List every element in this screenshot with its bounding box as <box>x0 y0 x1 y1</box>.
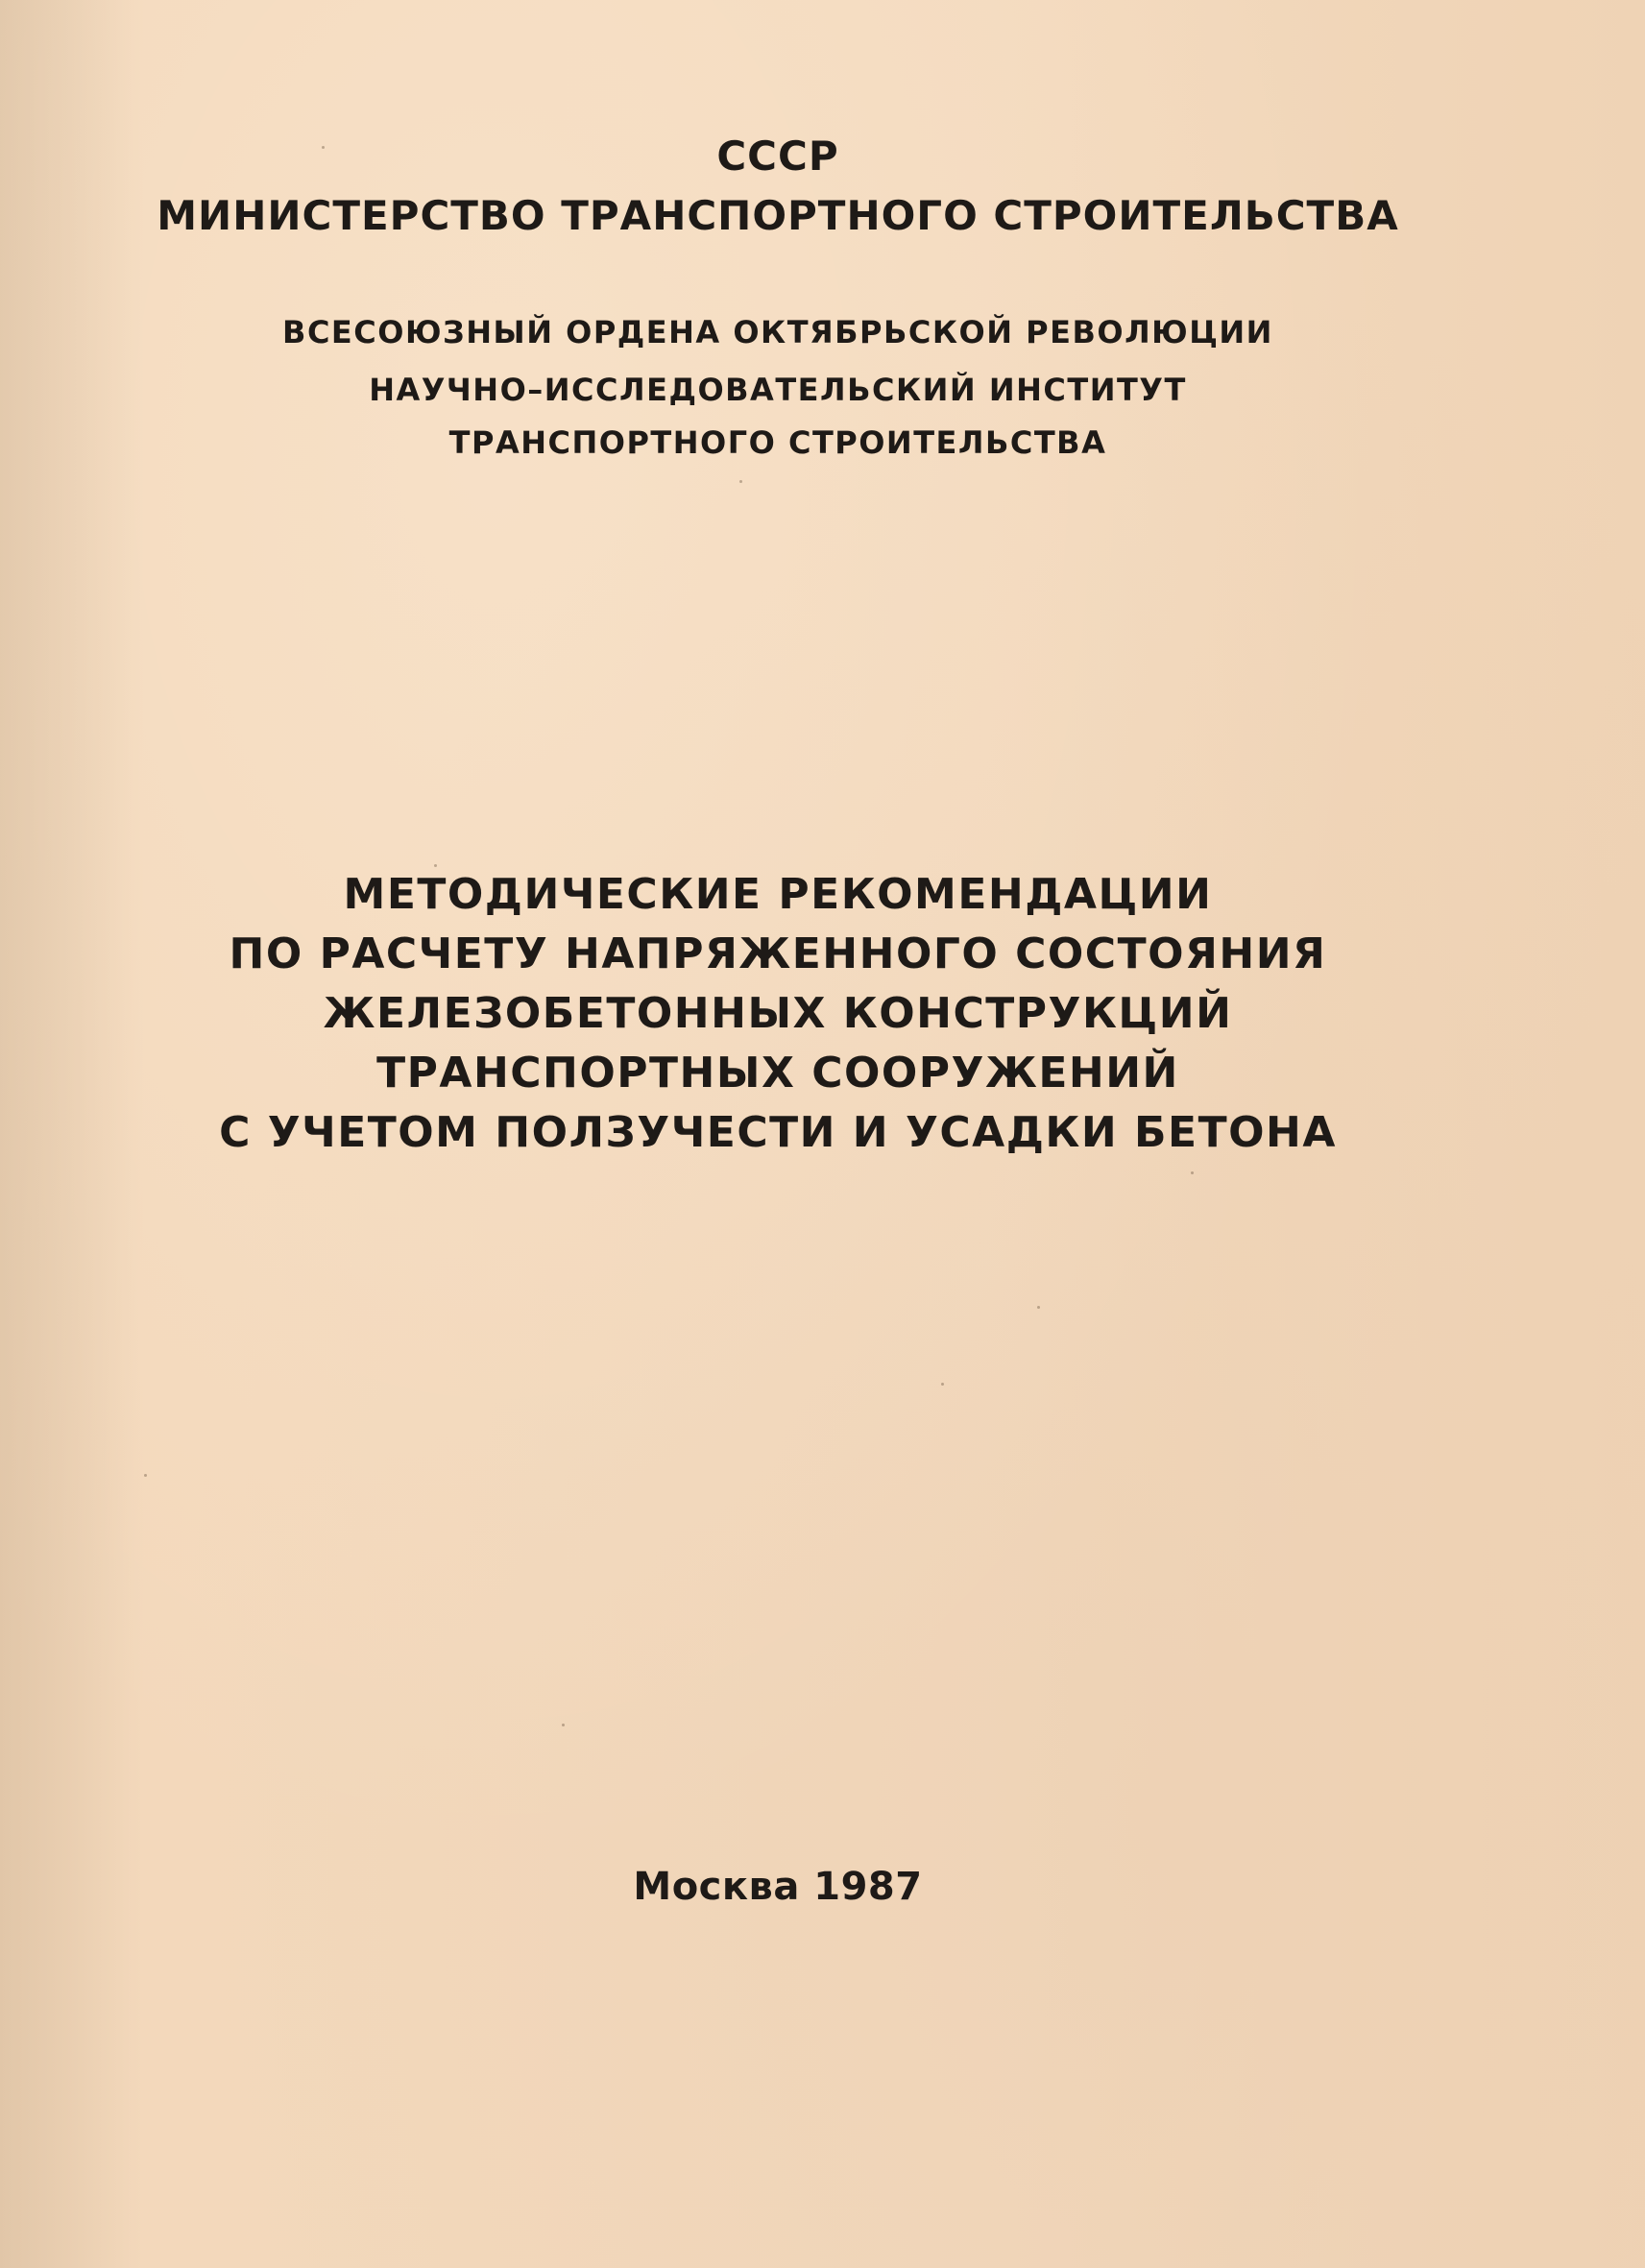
document-title-line-1: МЕТОДИЧЕСКИЕ РЕКОМЕНДАЦИИ <box>343 870 1213 919</box>
document-title-line-3: ЖЕЛЕЗОБЕТОННЫХ КОНСТРУКЦИЙ <box>323 989 1233 1038</box>
document-title-line-2: ПО РАСЧЕТУ НАПРЯЖЕННОГО СОСТОЯНИЯ <box>229 929 1327 978</box>
document-title-line-4: ТРАНСПОРТНЫХ СООРУЖЕНИЙ <box>376 1049 1179 1098</box>
institute-line-2: НАУЧНО–ИССЛЕДОВАТЕЛЬСКИЙ ИНСТИТУТ <box>369 372 1187 408</box>
paper-speck <box>322 146 325 149</box>
paper-speck <box>1037 1306 1040 1309</box>
paper-speck <box>144 1474 147 1477</box>
paper-speck <box>434 864 437 867</box>
paper-speck <box>562 1724 565 1726</box>
paper-speck <box>1191 1171 1194 1174</box>
institute-line-3: ТРАНСПОРТНОГО СТРОИТЕЛЬСТВА <box>448 424 1107 461</box>
document-title-line-5: С УЧЕТОМ ПОЛЗУЧЕСТИ И УСАДКИ БЕТОНА <box>219 1108 1337 1157</box>
paper-speck <box>739 480 742 483</box>
imprint-place-year: Москва 1987 <box>633 1865 923 1909</box>
institute-line-1: ВСЕСОЮЗНЫЙ ОРДЕНА ОКТЯБРЬСКОЙ РЕВОЛЮЦИИ <box>282 314 1273 350</box>
paper-speck <box>941 1383 944 1386</box>
country-heading: СССР <box>716 133 839 180</box>
ministry-heading: МИНИСТЕРСТВО ТРАНСПОРТНОГО СТРОИТЕЛЬСТВА <box>157 192 1399 239</box>
